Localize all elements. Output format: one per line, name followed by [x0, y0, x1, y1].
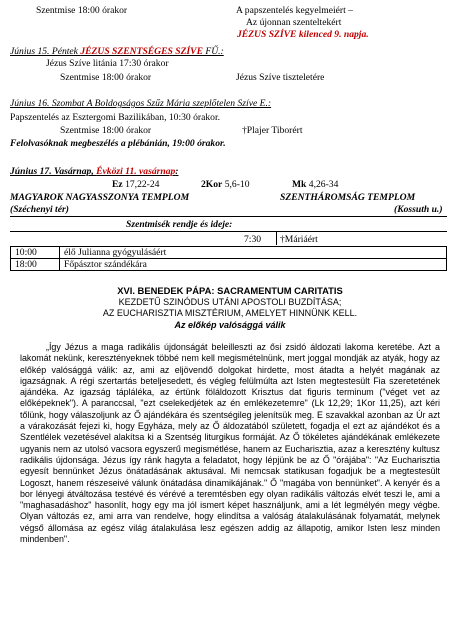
- schedule-table: [10, 246, 447, 271]
- jun15-litany: Jézus Szíve litánia 17:30 órakor: [46, 58, 169, 69]
- jun16-heading: Június 16. Szombat A Boldogságos Szűz Mária szeplőtelen Szíve E.:: [10, 98, 272, 109]
- divider: [10, 216, 447, 217]
- table-row: [11, 247, 447, 259]
- mass-intention-text-2: Az újonnan szenteltekért: [246, 17, 342, 28]
- jun17-heading: Június 17. Vasárnap, Évközi 11. vasárnap:: [10, 166, 179, 177]
- church-left-name: MAGYAROK NAGYASSZONYA TEMPLOM: [10, 192, 190, 203]
- table-row: [11, 259, 447, 271]
- schedule-right-intention: †Máriáért: [280, 234, 318, 245]
- reading-2: 2Kor 5,6-10: [201, 179, 250, 190]
- schedule-title: Szentmisék rendje és ideje:: [126, 219, 233, 230]
- church-right-location: (Kossuth u.): [394, 204, 443, 215]
- reading-3: Mk 4,26-34: [292, 179, 339, 190]
- mass-time-text: Szentmise 18:00 órakor: [36, 5, 128, 16]
- reading-1: Ez 17,22-24: [112, 179, 160, 190]
- schedule-time: 18:00: [11, 259, 60, 271]
- divider: [10, 231, 447, 232]
- church-left-location: (Széchenyi tér): [10, 204, 69, 215]
- mass-intention-text: A papszentelés kegyelmeiért –: [236, 5, 353, 16]
- schedule-right-time: 7:30: [244, 234, 262, 245]
- article-subtitle-3: Az előkép valósággá válik: [174, 320, 286, 330]
- jun15-heading: Június 15. Péntek JÉZUS SZENTSÉGES SZÍVE FŰ.:: [10, 46, 224, 57]
- church-right-name: SZENTHÁROMSÁG TEMPLOM: [280, 192, 416, 203]
- jun15-mass-time: Szentmise 18:00 órakor: [60, 72, 152, 83]
- jun16-mass-time: Szentmise 18:00 órakor: [60, 125, 152, 136]
- cell-divider: [276, 232, 277, 245]
- schedule-time: 10:00: [11, 247, 60, 259]
- schedule-intention: élő Julianna gyógyulásáért: [60, 247, 447, 259]
- novena-note: JÉZUS SZÍVE kilenced 9. napja.: [237, 29, 369, 40]
- jun16-note: Felolvasóknak megbeszélés a plébánián, 19:00 órakor.: [10, 138, 226, 149]
- jun16-mass-intention: †Plajer Tiborért: [242, 125, 303, 136]
- jun16-ordination: Papszentelés az Esztergomi Bazilikában, 10:30 órakor.: [10, 112, 221, 123]
- article-subtitle-1: KEZDETŰ SZINÓDUS UTÁNI APOSTOLI BUZDÍTÁSA;: [118, 297, 342, 307]
- jun15-mass-intention: Jézus Szíve tiszteletére: [236, 72, 325, 83]
- article-body: „Így Jézus a maga radikális újdonságát beleilleszti az ősi zsidó áldozati lakoma keretébe. Azt a lakomát nekünk, keresztényeknek többé nem kell megismételnünk, mert joggal mondják az atyák, hogy az előkép valósággá válik: az, ami az eljövendő dolgokat hirdette, most átadta a helyét magának az igazságnak. A régi szertartás beteljesedett, és végleg felülmúlta azt Isten megtestesült Fia szeretetének ajándéka. Az igazság táplálékа, az értünk föláldozott Krisztus dat figuris terminum ("véget vet az előképeknek"). A paranccsal, "ezt cselekedjétek az én emlékezetemre" (Lk 12,29; 1Kor 11,25), azt kéri tőlünk, hogy válaszoljunk az Ő ajándékára és szentségileg jelenítsük meg. E szavakkal azonban az Úr azt a várakozását fejezi ki, hogy Egyháza, mely az Ő áldozatából született, fogadja el ezt az ajándékot és a Szentlélek vezetésével alakítsa ki a Szentség liturgikus formáját. Az Ő tökéletes ajándékának emlékezete ugyanis nem az utolsó vacsora egyszerű megismétlése, hanem az Eucharisztia, azaz a keresztény kultusz radikális újdonsága. Jézus így ránk hagyta a feladatot, hogy lépjünk be az Ő "órájába": "Az Eucharisztia egyesít bennünket Jézus önátadásának aktusával. Mi nemcsak statikusan fogadjuk be a megtestesült Logoszt, hanem részeseivé válunk önátadása dinamikájának." Ő "magába von bennünket". A kenyér és a bor lényegi átváltozása testévé és vérévé a teremtésben egy olyan radikális változás elvét teszi le, ami a "maghasadáshoz" hasonlít, hogy egy ma jól ismert képet használjunk, ami a lét legmélyén megy végbe. Olyan változás ez, ami arra van rendelve, hogy elindítsa a valóság átalakulásának folyamatát, melynek végső állomása az egész világ átalakulása lesz egészen addig az állapotig, amikor Isten lesz minden mindenben".: [20, 342, 440, 545]
- article-title: XVI. BENEDEK PÁPA: SACRAMENTUM CARITATIS: [117, 285, 343, 296]
- article-subtitle-2: AZ EUCHARISZTIA MISZTÉRIUM, AMELYET HINNÜNK KELL.: [102, 308, 358, 318]
- schedule-intention: Főpásztor szándékára: [60, 259, 447, 271]
